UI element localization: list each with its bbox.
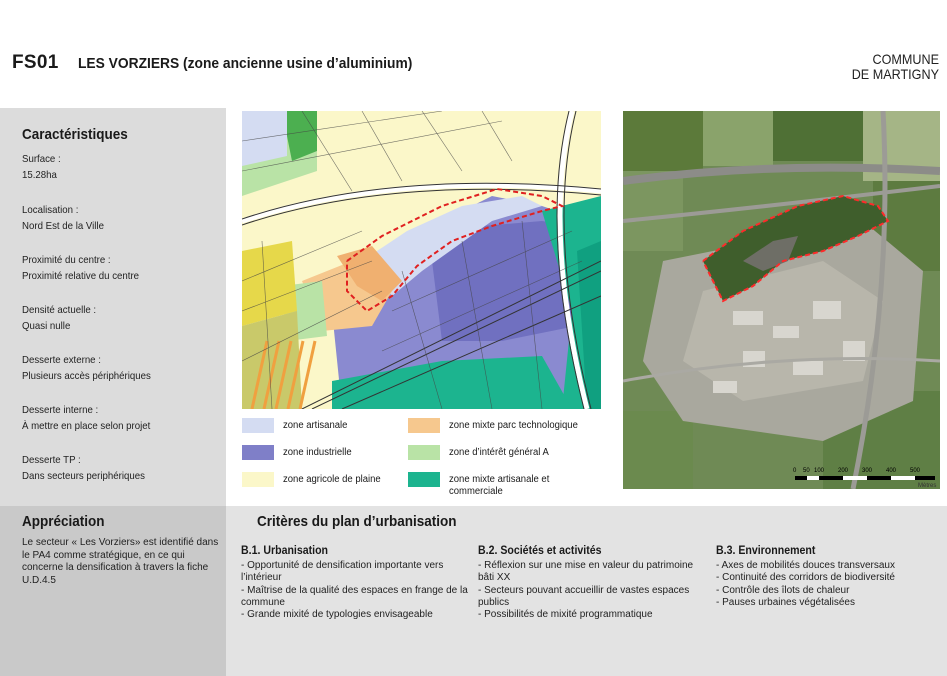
scale-tick-300: 300: [862, 468, 873, 474]
legend-swatch-mixte-commerciale: [408, 472, 440, 487]
legend-label-parc-technologique: zone mixte parc technologique: [449, 420, 578, 431]
appreciation-text: Le secteur « Les Vorziers» est identifié dans le PA4 comme stratégique, en ce qui concerne la densification à travers la fiche U.D.4.5: [22, 537, 219, 586]
prop-desserte-externe-label: Desserte externe :: [22, 354, 101, 366]
criteria-item: - Secteurs pouvant accueillir de vastes espaces publics: [478, 584, 690, 608]
criteria-item: - Continuité des corridors de biodiversité: [716, 572, 895, 584]
page-title: LES VORZIERS (zone ancienne usine d’aluminium): [78, 55, 413, 72]
prop-densite-label: Densité actuelle :: [22, 304, 97, 316]
sheet-code: FS01: [12, 52, 59, 73]
legend-label-artisanale: zone artisanale: [283, 420, 348, 431]
appreciation-panel: [0, 506, 226, 676]
appreciation-heading: Appréciation: [22, 513, 105, 530]
legend-swatch-agricole: [242, 472, 274, 487]
scale-tick-100: 100: [814, 468, 825, 474]
legend-label-interet-general: zone d’intérêt général A: [449, 447, 549, 458]
criteria-column-title: B.2. Sociétés et activités: [478, 545, 602, 557]
scale-tick-500: 500: [910, 468, 921, 474]
prop-surface-value: 15.28ha: [22, 169, 57, 181]
characteristics-heading: Caractéristiques: [22, 126, 128, 143]
criteria-column-urbanisation: [241, 545, 471, 621]
criteria-heading: Critères du plan d’urbanisation: [257, 513, 457, 530]
criteria-item: - Réflexion sur une mise en valeur du patrimoine bâti XX: [478, 560, 694, 584]
prop-densite-value: Quasi nulle: [22, 320, 71, 332]
criteria-item: - Possibilités de mixité programmatique: [478, 609, 653, 621]
criteria-list: [716, 560, 946, 609]
scale-tick-400: 400: [886, 468, 897, 474]
legend-swatch-industrielle: [242, 445, 274, 460]
criteria-item: - Maîtrise de la qualité des espaces en frange de la commune: [241, 584, 468, 608]
prop-desserte-tp-value: Dans secteurs periphériques: [22, 470, 145, 482]
criteria-list: [478, 560, 708, 621]
prop-proximite-label: Proximité du centre :: [22, 254, 111, 266]
legend-swatch-parc-technologique: [408, 418, 440, 433]
legend-label-agricole: zone agricole de plaine: [283, 474, 381, 485]
criteria-item: - Axes de mobilités douces transversaux: [716, 560, 895, 571]
legend-swatch-artisanale: [242, 418, 274, 433]
commune-label: [852, 52, 939, 82]
prop-desserte-interne-label: Desserte interne :: [22, 404, 99, 416]
criteria-column-title: B.3. Environnement: [716, 545, 816, 557]
prop-surface-label: Surface :: [22, 153, 61, 165]
commune-line-1: COMMUNE: [872, 51, 939, 67]
legend-label-industrielle: zone industrielle: [283, 447, 352, 458]
criteria-column-title: B.1. Urbanisation: [241, 545, 329, 557]
criteria-item: - Opportunité de densification importante vers l’intérieur: [241, 560, 444, 584]
prop-desserte-tp-label: Desserte TP :: [22, 454, 81, 466]
commune-line-2: DE MARTIGNY: [851, 66, 939, 82]
prop-desserte-externe-value: Plusieurs accès périphériques: [22, 370, 151, 382]
prop-proximite-value: Proximité relative du centre: [22, 270, 140, 282]
prop-desserte-interne-value: À mettre en place selon projet: [22, 420, 151, 432]
aerial-photo-graphic: [623, 111, 940, 489]
criteria-list: [241, 560, 471, 621]
criteria-item: - Grande mixité de typologies envisageable: [241, 609, 433, 621]
prop-localisation-label: Localisation :: [22, 204, 79, 216]
legend-swatch-interet-general: [408, 445, 440, 460]
criteria-item: - Contrôle des îlots de chaleur: [716, 584, 850, 596]
prop-localisation-value: Nord Est de la Ville: [22, 220, 104, 232]
scale-unit: Mètres: [918, 483, 937, 489]
criteria-column-societes: [478, 545, 708, 621]
scale-tick-200: 200: [838, 468, 849, 474]
criteria-column-environnement: [716, 545, 946, 609]
zoning-map-graphic: [242, 111, 601, 409]
legend-label-mixte-commerciale: zone mixte artisanale et commerciale: [449, 474, 550, 497]
criteria-item: - Pauses urbaines végétalisées: [716, 596, 855, 608]
scale-tick-50: 50: [803, 468, 810, 474]
zoning-map: [242, 111, 601, 409]
aerial-photo: [623, 111, 940, 489]
page-header: [0, 0, 947, 108]
scale-tick-0: 0: [793, 468, 797, 474]
